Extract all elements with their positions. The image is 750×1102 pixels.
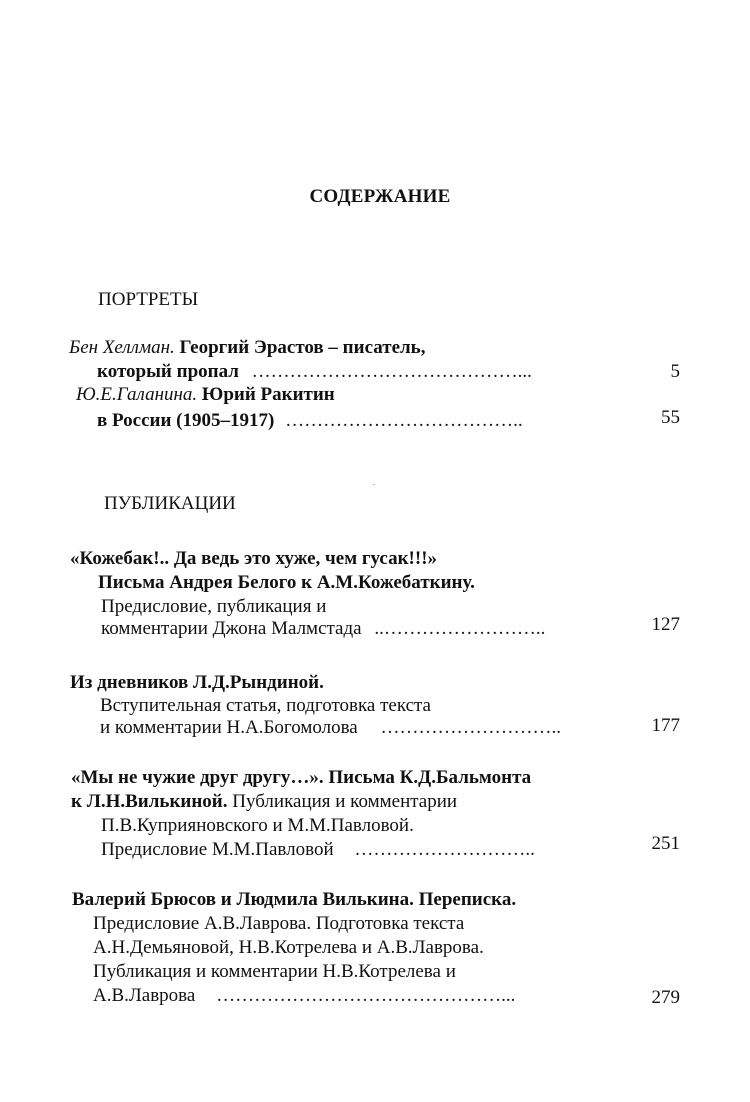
page-number: 127 (651, 614, 680, 635)
toc-entry-line (101, 618, 545, 640)
toc-entry-line (93, 985, 515, 1007)
toc-title: Юрий Ракитин (201, 384, 335, 405)
toc-title: «Мы не чужие друг другу…». Письма К.Д.Бальмонта (71, 767, 532, 788)
toc-entry-line: Публикация и комментарии Н.В.Котрелева и (93, 961, 456, 982)
leader-dots: ……………………….. (380, 717, 561, 738)
page-number: 177 (651, 715, 680, 736)
toc-title: в России (1905–1917) (97, 410, 275, 431)
toc-credit: А.В.Лаврова (93, 985, 196, 1006)
page-number: 55 (661, 407, 680, 428)
toc-title: Валерий Брюсов и Людмила Вилькина. Переписка. (72, 889, 517, 910)
toc-title: «Кожебак!.. Да ведь это хуже, чем гусак!!!» (70, 548, 438, 569)
toc-title: к Л.Н.Вилькиной. (71, 791, 228, 812)
toc-entry-line: Вступительная статья, подготовка текста (100, 695, 431, 716)
toc-entry-line (97, 361, 532, 383)
section-heading-portraits: ПОРТРЕТЫ (98, 289, 199, 310)
toc-credit: Публикация и комментарии (227, 791, 458, 812)
leader-dots: ..…………………….. (374, 618, 546, 639)
toc-title: Письма Андрея Белого к А.М.Кожебаткину. (98, 572, 475, 593)
toc-entry-line (101, 839, 535, 861)
toc-entry-line (76, 384, 335, 406)
toc-entry-line: Предисловие А.В.Лаврова. Подготовка текста (93, 913, 465, 934)
toc-author: Бен Хеллман. (69, 337, 175, 358)
toc-title: Георгий Эрастов – писатель, (179, 337, 426, 358)
scan-speck (373, 484, 375, 485)
page-title: СОДЕРЖАНИЕ (309, 186, 451, 207)
toc-entry-line: А.Н.Демьяновой, Н.В.Котрелева и А.В.Лаврова. (93, 937, 484, 958)
toc-entry-line: Предисловие, публикация и (101, 596, 327, 617)
toc-entry-line (71, 791, 457, 813)
toc-entry-line (100, 717, 561, 739)
page-number: 279 (651, 987, 680, 1008)
toc-credit: комментарии Джона Малмстада (101, 618, 362, 639)
toc-title: Из дневников Л.Д.Рындиной. (70, 672, 324, 693)
toc-entry-line (97, 410, 523, 432)
page-number: 251 (651, 833, 680, 854)
page-number: 5 (670, 361, 680, 382)
section-heading-publications: ПУБЛИКАЦИИ (104, 493, 236, 514)
toc-title: который пропал (97, 361, 239, 382)
toc-credit: и комментарии Н.А.Богомолова (100, 717, 358, 738)
leader-dots: ……………………………………... (251, 361, 532, 382)
toc-entry-line: П.В.Куприяновского и М.М.Павловой. (101, 815, 414, 836)
toc-entry-line (69, 337, 425, 359)
toc-author: Ю.Е.Галанина. (76, 384, 198, 405)
toc-credit: Предисловие М.М.Павловой (101, 839, 334, 860)
leader-dots: ……………………….. (354, 839, 535, 860)
leader-dots: ……………………………….. (285, 410, 523, 431)
leader-dots: ………………………………………... (216, 985, 516, 1006)
